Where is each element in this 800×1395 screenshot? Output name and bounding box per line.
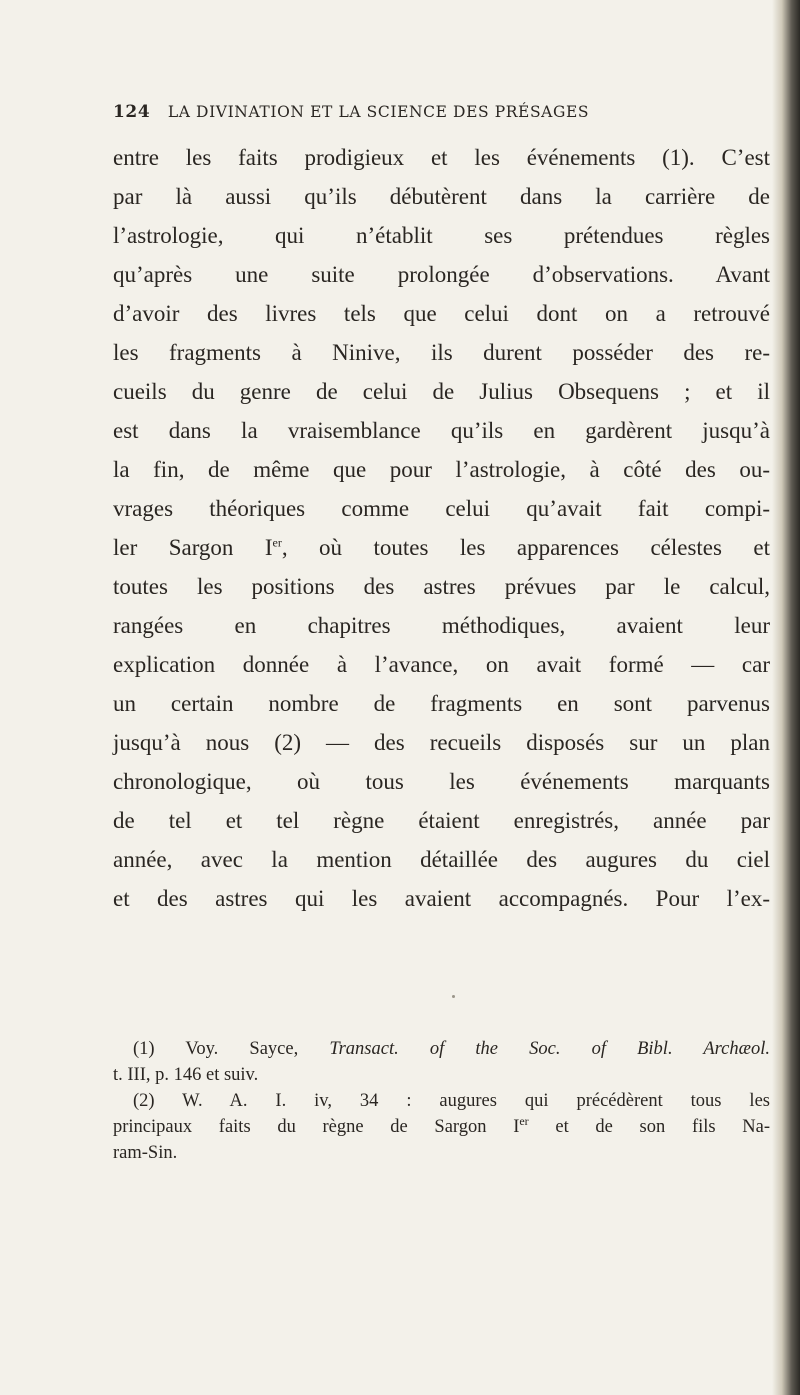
body-line: année, avec la mention détaillée des augures du ciel [113, 847, 770, 872]
body-line: est dans la vraisemblance qu’ils en gardèrent jusqu’à [113, 418, 770, 443]
body-line: par là aussi qu’ils débutèrent dans la carrière de [113, 184, 770, 209]
body-line: vrages théoriques comme celui qu’avait fait compi- [113, 496, 770, 521]
footnote-2-line [113, 1114, 770, 1140]
body-line-sargon [113, 528, 770, 567]
running-header [113, 102, 753, 126]
footnote-1-line [113, 1036, 770, 1062]
body-line: l’astrologie, qui n’établit ses prétendues règles [113, 223, 770, 248]
superscript-er: er [519, 1113, 529, 1128]
body-line: et des astres qui les avaient accompagnés. Pour l’ex- [113, 886, 770, 911]
superscript-er: er [272, 535, 282, 550]
body-line: entre les faits prodigieux et les événements (1). C’est [113, 145, 770, 170]
body-line: rangées en chapitres méthodiques, avaient leur [113, 613, 770, 638]
page-number: 124 [113, 102, 151, 122]
footnote-1-line: t. III, p. 146 et suiv. [113, 1065, 259, 1085]
footnote-text: (1) Voy. Sayce, [133, 1039, 330, 1059]
body-line: chronologique, où tous les événements marquants [113, 769, 770, 794]
body-line: d’avoir des livres tels que celui dont on a retrouvé [113, 301, 770, 326]
footnotes [113, 1036, 770, 1166]
line-text: , où toutes les apparences célestes et [281, 535, 770, 560]
footnote-text: et de son fils Na- [528, 1117, 770, 1137]
footnote-text: principaux faits du règne de Sargon I [113, 1117, 520, 1137]
body-line: toutes les positions des astres prévues par le calcul, [113, 574, 770, 599]
body-line: jusqu’à nous (2) — des recueils disposés sur un plan [113, 730, 770, 755]
body-text [113, 138, 770, 918]
body-line: cueils du genre de celui de Julius Obsequens ; et il [113, 379, 770, 404]
footnote-2-line: (2) W. A. I. iv, 34 : augures qui précédèrent tous les [133, 1091, 770, 1111]
body-line: les fragments à Ninive, ils durent posséder des re- [113, 340, 770, 365]
running-title: LA DIVINATION ET LA SCIENCE DES PRÉSAGES [167, 103, 590, 121]
body-line: qu’après une suite prolongée d’observations. Avant [113, 262, 770, 287]
body-line: un certain nombre de fragments en sont parvenus [113, 691, 770, 716]
body-line: la fin, de même que pour l’astrologie, à côté des ou- [113, 457, 770, 482]
footnote-2-line: ram-Sin. [113, 1143, 178, 1163]
footnote-divider-dot [452, 995, 455, 998]
line-text: ler Sargon I [113, 535, 273, 560]
body-line: de tel et tel règne étaient enregistrés, année par [113, 808, 770, 833]
page-edge-shadow [772, 0, 800, 1395]
body-line: explication donnée à l’avance, on avait formé — car [113, 652, 770, 677]
footnote-italic-title: Transact. of the Soc. of Bibl. Archæol. [329, 1039, 770, 1059]
